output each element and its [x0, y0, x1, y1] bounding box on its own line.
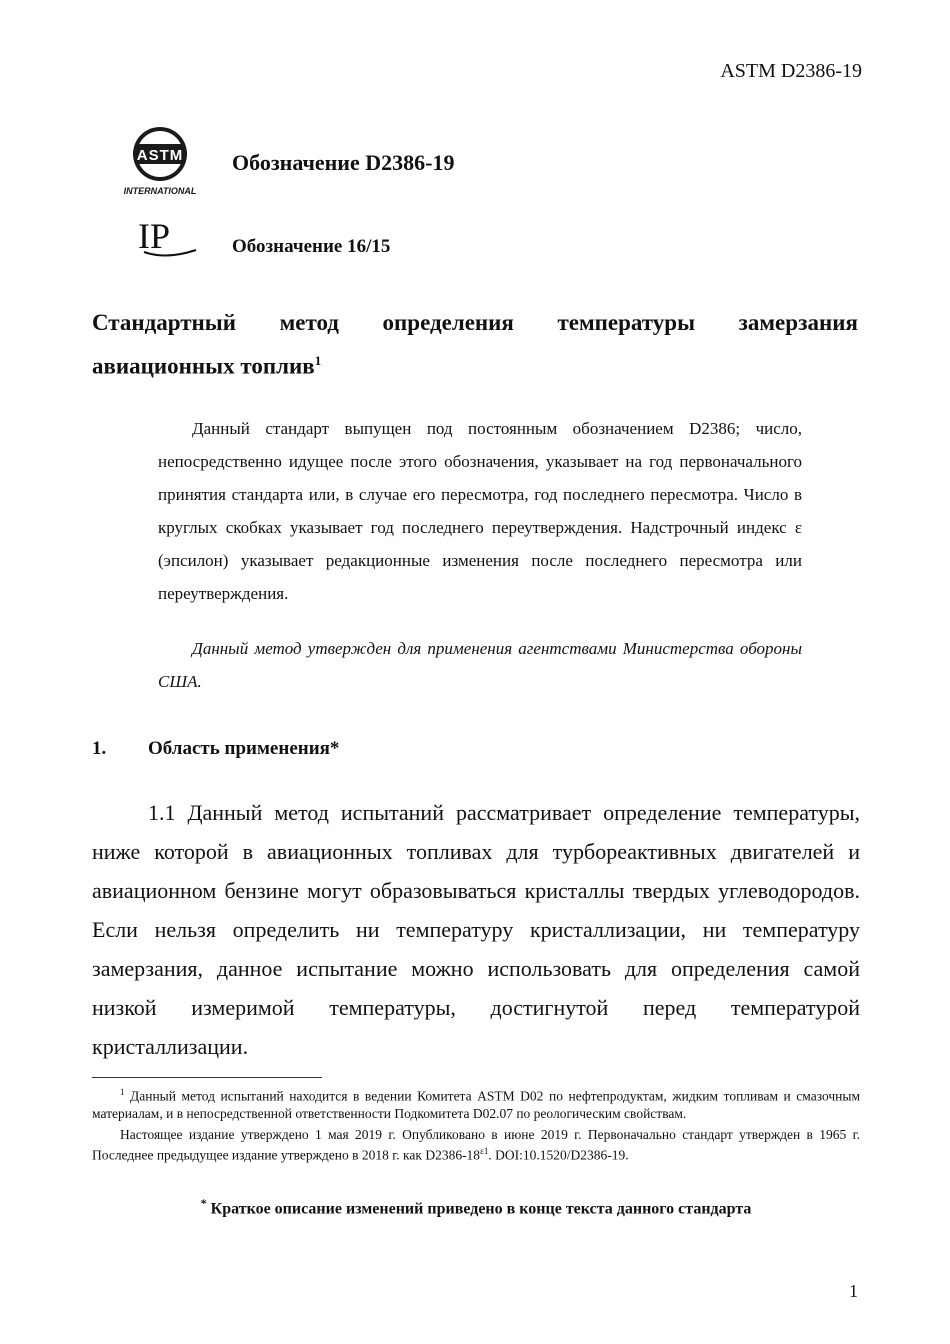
title-line-1: Стандартный метод определения температуры замерзания	[92, 310, 858, 335]
page-number: 1	[849, 1281, 858, 1301]
standard-notice: Данный стандарт выпущен под постоянным обозначением D2386; число, непосредственно идущее после этого обозначения, указывает на год первоначального принятия стандарта или, в случае его пересмотра, год последнего пересмотра. Число в круглых скобках указывает год последнего переутверждения. Надстрочный индекс ε (эпсилон) указывает редакционные изменения после последнего пересмотра или переутверждения.	[158, 419, 802, 603]
title-footnote-ref[interactable]: 1	[314, 353, 322, 368]
paragraph-1-1: 1.1 Данный метод испытаний рассматривает определение температуры, ниже которой в авиационных топливах для турбореактивных двигателей и авиационном бензине могут образовываться кристаллы твердых углеводородов. Если нельзя определить ни температуру кристаллизации, ни температуру замерзания, данное испытание можно использовать для определения самой низкой измеримой температуры, достигнутой перед температурой кристаллизации.	[92, 800, 860, 1059]
edition-doi: . DOI:10.1520/D2386-19.	[488, 1147, 629, 1162]
footnote-divider	[92, 1077, 322, 1078]
changes-text: Краткое описание изменений приведено в конце текста данного стандарта	[206, 1200, 752, 1218]
summary-of-changes-note	[92, 1196, 860, 1218]
ip-logo	[136, 216, 200, 260]
header-standard-code: ASTM D2386-19	[720, 60, 862, 82]
footnote-1-text: Данный метод испытаний находится в ведении Комитета ASTM D02 по нефтепродуктам, жидким топливам и смазочным материалам, и в непосредственной ответственности Подкомитета D02.07 по реологическим свойствам.	[92, 1088, 860, 1121]
changes-asterisk: *	[200, 1196, 207, 1210]
document-title	[92, 304, 858, 386]
title-line-2: авиационных топлив	[92, 353, 315, 379]
dod-approval-note: Данный метод утвержден для применения агентствами Министерства обороны США.	[158, 639, 802, 691]
edition-epsilon: ε1	[480, 1145, 489, 1156]
section-heading-scope	[92, 738, 339, 760]
designation-astm: Обозначение D2386-19	[232, 150, 455, 175]
svg-text:IP: IP	[138, 216, 171, 256]
footnote-edition	[92, 1126, 860, 1164]
svg-text:INTERNATIONAL: INTERNATIONAL	[123, 186, 197, 196]
svg-text:ASTM: ASTM	[136, 147, 184, 164]
footnote-1	[92, 1084, 860, 1122]
edition-text: Настоящее издание утверждено 1 мая 2019 г. Опубликовано в июне 2019 г. Первоначально стандарт утвержден в 1965 г. Последнее предыдущее издание утверждено в 2018 г. как D2386-18	[92, 1126, 860, 1162]
section-title: Область применения*	[148, 738, 340, 759]
footnotes	[92, 1084, 860, 1167]
section-number: 1.	[92, 738, 107, 759]
footnote-1-ref: 1	[120, 1087, 125, 1097]
astm-international-logo	[118, 124, 202, 196]
designation-ip: Обозначение 16/15	[232, 236, 391, 257]
